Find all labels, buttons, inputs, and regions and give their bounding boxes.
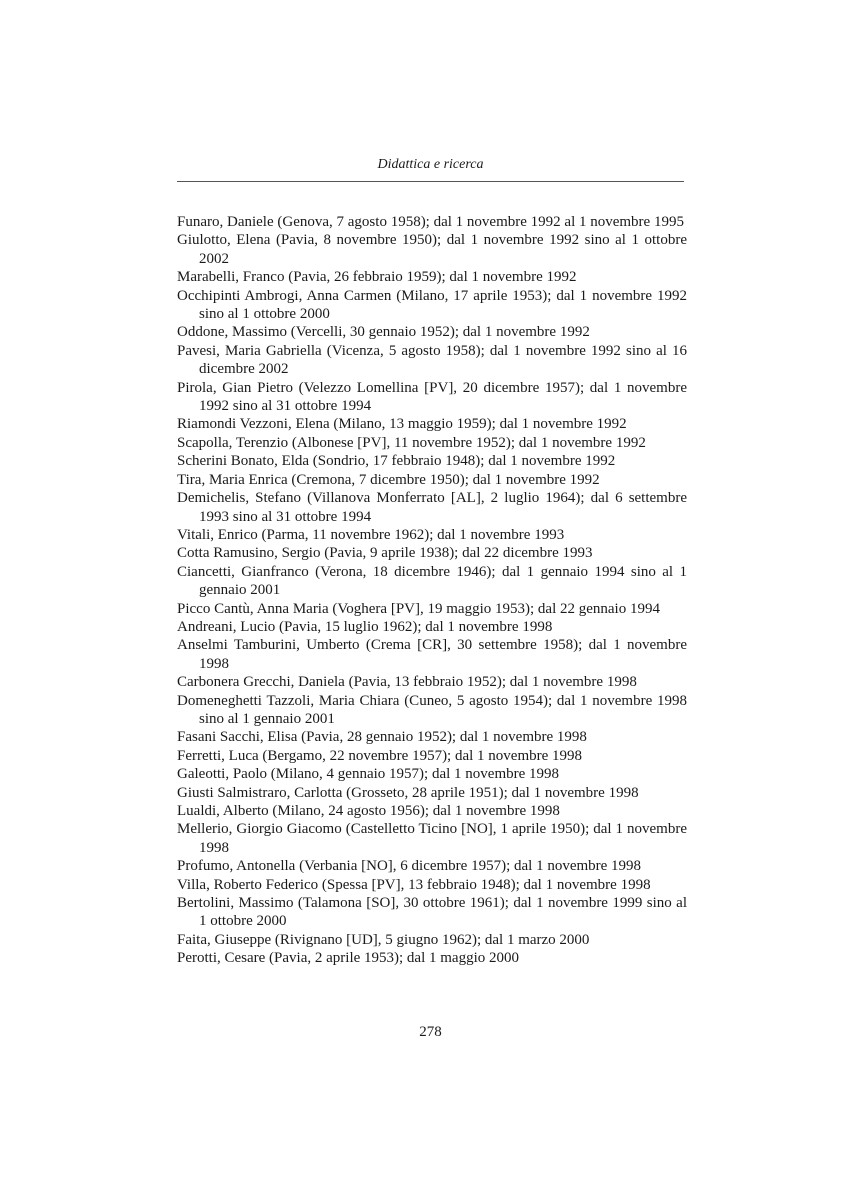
list-item: Cotta Ramusino, Sergio (Pavia, 9 aprile 1938); dal 22 dicembre 1993	[177, 545, 593, 562]
list-item: Perotti, Cesare (Pavia, 2 aprile 1953); dal 1 maggio 2000	[177, 950, 520, 967]
list-item: Giusti Salmistraro, Carlotta (Grosseto, 28 aprile 1951); dal 1 novembre 1998	[177, 784, 639, 801]
list-item: Demichelis, Stefano (Villanova Monferrato [AL], 2 luglio 1964); dal 6 settembre 1993 sino al 31 ottobre 1994	[177, 490, 687, 525]
list-item: Pavesi, Maria Gabriella (Vicenza, 5 agosto 1958); dal 1 novembre 1992 sino al 16 dicembre 2002	[177, 342, 687, 378]
list-item: Domeneghetti Tazzoli, Maria Chiara (Cuneo, 5 agosto 1954); dal 1 novembre 1998 sino al 1 gennaio 2001	[177, 692, 687, 727]
list-item: Andreani, Lucio (Pavia, 15 luglio 1962); dal 1 novembre 1998	[177, 618, 553, 635]
list-item: Villa, Roberto Federico (Spessa [PV], 13 febbraio 1948); dal 1 novembre 1998	[177, 876, 651, 893]
list-item: Lualdi, Alberto (Milano, 24 agosto 1956); dal 1 novembre 1998	[177, 803, 560, 819]
list-item: Faita, Giuseppe (Rivignano [UD], 5 giugno 1962); dal 1 marzo 2000	[177, 931, 590, 948]
page-number: 278	[419, 1024, 442, 1040]
list-item: Scapolla, Terenzio (Albonese [PV], 11 novembre 1952); dal 1 novembre 1992	[177, 434, 646, 451]
list-item: Ferretti, Luca (Bergamo, 22 novembre 1957); dal 1 novembre 1998	[177, 747, 583, 764]
list-item: Fasani Sacchi, Elisa (Pavia, 28 gennaio 1952); dal 1 novembre 1998	[177, 729, 587, 746]
list-item: Tira, Maria Enrica (Cremona, 7 dicembre 1950); dal 1 novembre 1992	[177, 471, 600, 488]
list-item: Bertolini, Massimo (Talamona [SO], 30 ottobre 1961); dal 1 novembre 1999 sino al 1 ottobre 2000	[177, 895, 687, 930]
list-item: Vitali, Enrico (Parma, 11 novembre 1962); dal 1 novembre 1993	[177, 526, 565, 543]
list-item: Pirola, Gian Pietro (Velezzo Lomellina [PV], 20 dicembre 1957); dal 1 novembre 1992 sino al 31 ottobre 1994	[177, 379, 687, 415]
list-item: Funaro, Daniele (Genova, 7 agosto 1958); dal 1 novembre 1992 al 1 novembre 1995	[177, 214, 684, 230]
list-item: Mellerio, Giorgio Giacomo (Castelletto Ticino [NO], 1 aprile 1950); dal 1 novembre 1998	[177, 821, 687, 856]
header-rule	[177, 181, 684, 182]
list-item: Carbonera Grecchi, Daniela (Pavia, 13 febbraio 1952); dal 1 novembre 1998	[177, 674, 637, 691]
list-item: Picco Cantù, Anna Maria (Voghera [PV], 19 maggio 1953); dal 22 gennaio 1994	[177, 600, 660, 617]
list-item: Giulotto, Elena (Pavia, 8 novembre 1950); dal 1 novembre 1992 sino al 1 ottobre 2002	[177, 232, 687, 267]
list-item: Anselmi Tamburini, Umberto (Crema [CR], 30 settembre 1958); dal 1 novembre 1998	[177, 637, 687, 672]
list-item: Marabelli, Franco (Pavia, 26 febbraio 1959); dal 1 novembre 1992	[177, 269, 577, 286]
list-item: Occhipinti Ambrogi, Anna Carmen (Milano, 17 aprile 1953); dal 1 novembre 1992 sino al 1 ottobre 2000	[177, 287, 687, 323]
list-item: Profumo, Antonella (Verbania [NO], 6 dicembre 1957); dal 1 novembre 1998	[177, 858, 642, 875]
list-item: Galeotti, Paolo (Milano, 4 gennaio 1957); dal 1 novembre 1998	[177, 766, 560, 783]
list-item: Ciancetti, Gianfranco (Verona, 18 dicembre 1946); dal 1 gennaio 1994 sino al 1 gennaio 2001	[177, 563, 687, 599]
list-item: Oddone, Massimo (Vercelli, 30 gennaio 1952); dal 1 novembre 1992	[177, 324, 590, 341]
faculty-list	[177, 213, 687, 968]
list-item: Scherini Bonato, Elda (Sondrio, 17 febbraio 1948); dal 1 novembre 1992	[177, 453, 616, 470]
running-head: Didattica e ricerca	[377, 157, 484, 172]
list-item: Riamondi Vezzoni, Elena (Milano, 13 maggio 1959); dal 1 novembre 1992	[177, 416, 627, 433]
